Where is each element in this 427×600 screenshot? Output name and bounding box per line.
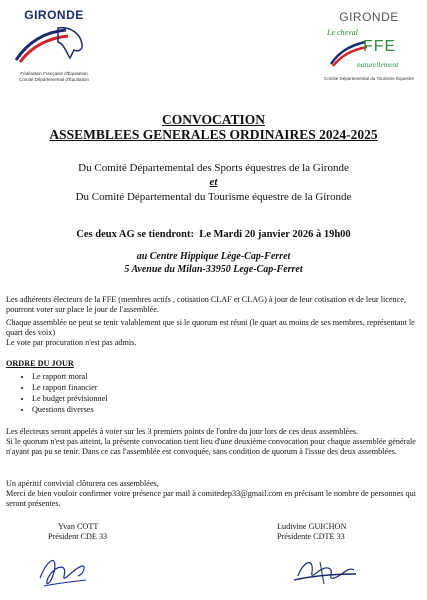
agenda-item: • Le rapport moral <box>32 371 108 382</box>
left-logo-sub2: Comité Départemental d'Équitation <box>19 76 89 82</box>
meeting-date: Le Mardi 20 janvier 2026 à 19h00 <box>199 229 351 240</box>
right-logo-sub: Comité Départemental du Tourisme Équestre <box>324 76 414 81</box>
title-assemblees: ASSEMBLEES GENERALES ORDINAIRES 2024-2025 <box>49 127 378 142</box>
right-logo-title: GIRONDE <box>339 10 399 24</box>
cdte-gironde-logo <box>323 10 415 82</box>
paragraph-procuration: Le vote par procuration n'est pas admis. <box>6 338 137 347</box>
agenda-item: • Le budget prévisionnel <box>32 393 108 404</box>
signer-name-right: Ludivine GUICHON <box>277 522 347 531</box>
signer-role-right: Présidente CDTE 33 <box>277 532 345 541</box>
signature-right-image <box>290 552 360 592</box>
paragraph-electeurs: Les adhérents électeurs de la FFE (membres actifs , cotisation CLAF et CLAG) à jour de leur cotisation et de leur licence, pourront voter sur place le jour de l'assemblée. <box>6 295 406 315</box>
left-logo-title: GIRONDE <box>24 8 84 22</box>
committee-tourisme: Du Comité Départemental du Tourisme équestre de la Gironde <box>75 191 352 203</box>
meeting-label: Ces deux AG se tiendront: <box>76 229 194 240</box>
signature-block-left <box>48 522 107 542</box>
paragraph-confirm: Merci de bien vouloir confirmer votre présence par mail à comitedep33@gmail.com en précisant le nombre de personnes qui seront présentes. <box>6 489 416 509</box>
committee-and: et <box>209 176 218 188</box>
paragraph-vote: Les électeurs seront appelés à voter sur les 3 premiers points de l'ordre du jour lors de ces deux assemblées. <box>6 427 359 436</box>
signature-left-image <box>34 548 94 594</box>
right-logo-ffe: FFE <box>363 38 397 55</box>
paragraph-second-convocation: Si le quorum n'est pas atteint, la présente convocation tient lieu d'une deuxième convocation pour chaque assemblée générale n'ayant pas pu se tenir. Dans ce cas l'assemblée est convoquée, sans condition de quorum à l'issue des deux assemblées. <box>6 437 416 457</box>
horse-head-icon <box>8 22 100 66</box>
meeting-venue: au Centre Hippique Lège-Cap-Ferret <box>136 251 291 262</box>
cde-gironde-logo <box>8 8 100 80</box>
paragraph-quorum: Chaque assemblée ne peut se tenir valablement que si le quorum est réuni (le quart au moins de ses membres, représentant le quart des voix) <box>6 318 415 338</box>
agenda-list <box>18 371 108 415</box>
left-logo-sub1: Fédération Française d'Équitation <box>20 71 88 76</box>
title-convocation: CONVOCATION <box>162 112 265 127</box>
signer-name-left: Yvan COTT <box>58 522 99 531</box>
meeting-line <box>0 229 427 240</box>
signature-block-right <box>277 522 346 542</box>
agenda-item: • Questions diverses <box>32 404 108 415</box>
right-logo-tag1: Le cheval <box>327 28 358 37</box>
right-logo-tag2: naturellement <box>357 60 399 69</box>
committee-sports: Du Comité Départemental des Sports équestres de la Gironde <box>78 162 349 174</box>
signer-role-left: Président CDE 33 <box>48 532 108 541</box>
meeting-address: 5 Avenue du Milan-33950 Lege-Cap-Ferret <box>124 264 303 275</box>
agenda-item: • Le rapport financier <box>32 382 108 393</box>
paragraph-aperitif: Un apéritif convivial clôturera ces assemblées, <box>6 479 159 488</box>
agenda-heading: ORDRE DU JOUR <box>6 359 74 368</box>
